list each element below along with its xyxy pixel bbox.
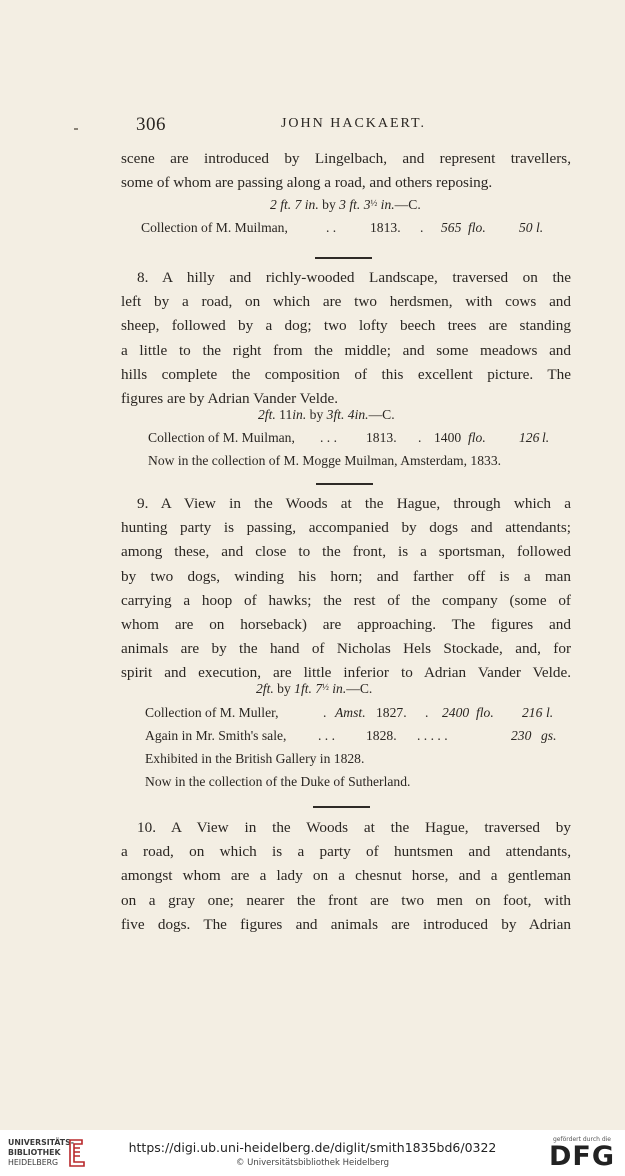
page-number: 306: [136, 114, 166, 135]
text-line: five dogs. The figures and animals are introduced by Adrian: [121, 915, 571, 933]
entry-9-record-1: [145, 703, 573, 723]
dim-unit: in.: [354, 407, 369, 422]
record-unit: l.: [542, 430, 550, 445]
record-pounds: 126: [519, 430, 540, 445]
text-line: hunting party is passing, accompanied by dogs and attendants;: [121, 519, 571, 537]
entry-9-note-1: Exhibited in the British Gallery in 1828.: [145, 751, 365, 766]
text-line: some of whom are passing along a road, and others reposing.: [121, 174, 493, 192]
text-line: scene are introduced by Lingelbach, and represent travellers,: [121, 150, 571, 167]
text-line: spirit and execution, are little inferior to Adrian Vander Velde.: [121, 664, 571, 682]
dim-unit: ft.: [280, 197, 292, 212]
text-line: a little to the right from the middle; and some meadows and: [121, 341, 571, 359]
record-year: 1813.: [366, 430, 397, 445]
text-line: hills complete the composition of this excellent picture. The: [121, 365, 571, 383]
dim-unit: ft.: [333, 407, 345, 422]
text-line: 9. A View in the Woods at the Hague, through which a: [137, 495, 571, 512]
record-dots: .: [425, 705, 429, 720]
record-pounds: 50: [519, 220, 533, 235]
text-line: a road, on which is a party of huntsmen and attendants,: [121, 843, 571, 861]
dfg-caption: gefördert durch die: [553, 1136, 611, 1143]
entry-8-note: Now in the collection of M. Mogge Muilman, Amsterdam, 1833.: [148, 453, 502, 468]
dim-value: 2: [258, 407, 265, 422]
section-divider: [313, 806, 370, 808]
record-dots: .: [323, 705, 327, 720]
entry-8-record: [148, 428, 573, 448]
dim-value: 7: [315, 681, 323, 696]
library-line: HEIDELBERG: [8, 1158, 59, 1167]
dim-by: by: [322, 197, 336, 212]
record-label: Again in Mr. Smith's sale,: [145, 728, 287, 743]
entry-8-dimensions: [258, 407, 395, 423]
text-line: among these, and close to the front, is a sportsman, followed: [121, 543, 571, 561]
dim-by: by: [277, 681, 291, 696]
record-currency: flo.: [468, 430, 486, 445]
text-line: whom are on horseback) are approaching. The figures and: [121, 616, 571, 634]
record-dots: . .: [326, 220, 337, 235]
copyright-notice: © Universitätsbibliothek Heidelberg: [235, 1158, 389, 1168]
running-title: JOHN HACKAERT.: [280, 116, 427, 131]
record-dots: .: [418, 430, 422, 445]
record-label: Collection of M. Muilman,: [148, 430, 295, 445]
dim-fraction: ½: [370, 198, 378, 208]
record-unit: l.: [536, 220, 544, 235]
library-line: BIBLIOTHEK: [8, 1148, 61, 1157]
text-line: 8. A hilly and richly-wooded Landscape, traversed on the: [137, 269, 571, 286]
record-label: Collection of M. Muller,: [145, 705, 279, 720]
record-currency: flo.: [468, 220, 486, 235]
dim-value: 4: [347, 407, 355, 422]
text-line: carrying a hoop of hawks; the rest of the company (some of: [121, 591, 571, 609]
library-line: UNIVERSITÄTS-: [8, 1138, 74, 1147]
entry-8-text: [121, 266, 571, 411]
record-price: 565: [441, 220, 462, 235]
entry-prev-record: [141, 218, 571, 238]
dim-fraction: ½: [322, 682, 329, 692]
record-place: Amst.: [335, 705, 366, 720]
entry-9-dimensions: [256, 681, 372, 697]
dfg-logo: DFG: [548, 1141, 615, 1172]
dim-value: 2: [270, 197, 277, 212]
dim-suffix: —C.: [394, 197, 421, 212]
dim-unit: ft.: [264, 407, 276, 422]
entry-10-text: [121, 816, 571, 937]
dim-suffix: —C.: [368, 407, 395, 422]
record-year: 1813.: [370, 220, 401, 235]
dim-unit: ft.: [300, 681, 312, 696]
entry-prev-text: [121, 147, 571, 195]
record-dots: .: [420, 220, 424, 235]
dim-unit: ft.: [349, 197, 361, 212]
dim-value: 11: [279, 407, 293, 422]
text-line: animals are by the hand of Nicholas Hels Stockade, and, for: [121, 640, 571, 658]
record-unit: l.: [546, 705, 554, 720]
dim-value: 7: [294, 197, 302, 212]
record-dots: . . .: [318, 728, 335, 743]
record-dots: . . . . .: [417, 728, 448, 743]
text-line: figures are by Adrian Vander Velde.: [121, 390, 339, 408]
dim-unit: in.: [332, 681, 347, 696]
permalink-url[interactable]: https://digi.ub.uni-heidelberg.de/diglit/smith1835bd6/0322: [128, 1140, 497, 1155]
record-pounds: 216: [522, 705, 543, 720]
entry-9-note-2: Now in the collection of the Duke of Sutherland.: [145, 774, 411, 789]
dim-unit: in.: [292, 407, 307, 422]
dim-unit: in.: [380, 197, 395, 212]
record-dots: . . .: [320, 430, 337, 445]
entry-prev-dimensions: [270, 197, 421, 213]
digitization-footer: [0, 1130, 625, 1176]
section-divider: [315, 257, 372, 259]
record-currency: flo.: [476, 705, 494, 720]
page-header: [136, 114, 571, 138]
dim-value: 3: [363, 197, 371, 212]
dim-by: by: [309, 407, 324, 422]
record-price: 2400: [442, 705, 470, 720]
dim-unit: in.: [304, 197, 319, 212]
dim-value: 3: [326, 407, 334, 422]
text-line: sheep, followed by a dog; two lofty beech trees are standing: [121, 317, 571, 335]
record-currency: gs.: [541, 728, 557, 743]
text-line: by two dogs, winding his horn; and farther off is a man: [121, 567, 571, 585]
entry-9-text: [121, 492, 571, 686]
dim-value: 3: [339, 197, 346, 212]
dim-unit: ft.: [262, 681, 274, 696]
record-label: Collection of M. Muilman,: [141, 220, 288, 235]
section-divider: [316, 483, 373, 485]
dim-value: 2: [256, 681, 263, 696]
record-price: 230: [511, 728, 532, 743]
entry-9-record-2: [145, 726, 573, 746]
scan-mark: [74, 128, 78, 130]
text-line: left by a road, on which are two herdsmen, with cows and: [121, 293, 571, 311]
record-year: 1828.: [366, 728, 397, 743]
text-line: on a gray one; nearer the front are two men on foot, with: [121, 891, 571, 909]
text-line: amongst whom are a lady on a chesnut horse, and a gentleman: [121, 867, 571, 885]
text-line: 10. A View in the Woods at the Hague, traversed by: [137, 819, 571, 836]
record-year: 1827.: [376, 705, 407, 720]
dim-suffix: —C.: [346, 681, 373, 696]
dim-value: 1: [294, 681, 301, 696]
record-price: 1400: [434, 430, 462, 445]
